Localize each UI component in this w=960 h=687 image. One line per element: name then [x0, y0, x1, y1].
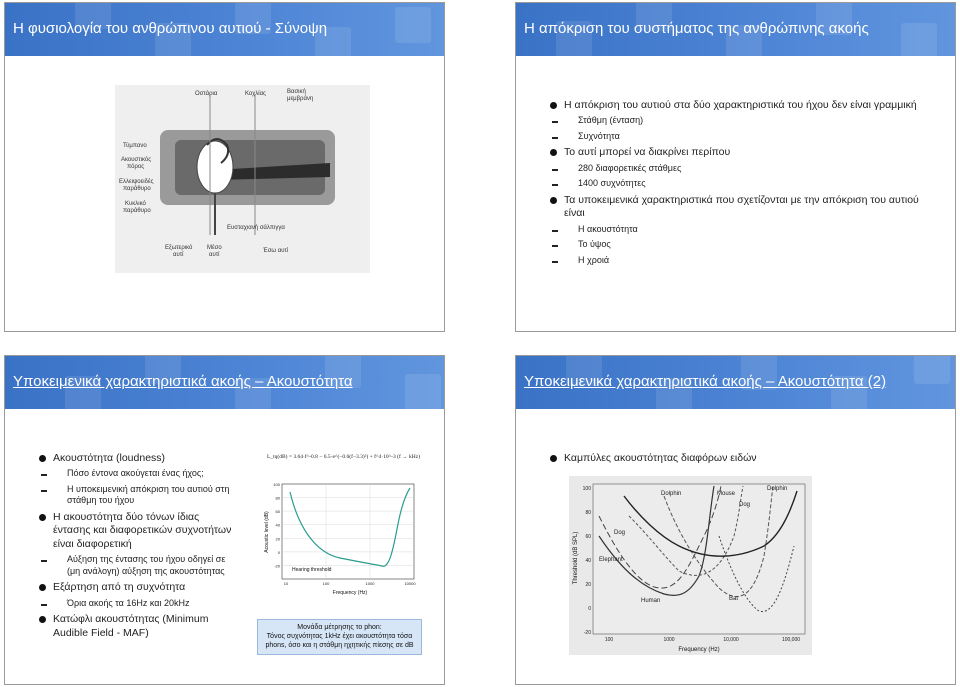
bullet-list — [37, 452, 233, 643]
series-label: Human — [641, 598, 661, 604]
slide-title: Υποκειμενικά χαρακτηριστικά ακοής – Ακουστότητα — [13, 373, 353, 390]
label-canal-1: Ακουστικός — [121, 157, 152, 163]
bullet-item: Η απόκριση του αυτιού στα δύο χαρακτηριστικά του ήχου δεν είναι γραμμική — [548, 99, 938, 112]
slide-hearing-response — [515, 2, 956, 332]
curve-label: Hearing threshold — [292, 567, 332, 573]
x-tick: 100,000 — [781, 637, 801, 643]
caption-line: phons, όσο και η στάθμη ηχητικής πίεσης σε dB — [265, 642, 414, 650]
bullet-item: Το αυτί μπορεί να διακρίνει περίπου — [548, 146, 938, 159]
series-label: Dolphin — [661, 491, 682, 497]
label-middle-2: αυτί — [209, 252, 220, 258]
y-tick: 80 — [275, 495, 280, 501]
hearing-threshold-chart — [260, 474, 420, 604]
slide-title: Υποκειμενικά χαρακτηριστικά ακοής – Ακουστότητα (2) — [524, 373, 887, 390]
slide-header — [5, 3, 444, 56]
label-eardrum: Τύμπανο — [123, 143, 147, 149]
label-oval-1: Ελλειψοειδές — [119, 179, 154, 185]
bullet-item: Κατώφλι ακουστότητας (Minimum Audible Field - MAF) — [37, 613, 233, 640]
series-label: Mouse — [717, 491, 736, 497]
slide-title: Η φυσιολογία του ανθρώπινου αυτιού - Σύνοψη — [13, 20, 328, 37]
x-tick: 10 — [283, 581, 289, 586]
series-label: Bat — [729, 596, 739, 602]
x-axis-label: Frequency (Hz) — [332, 590, 368, 596]
y-tick: 0 — [588, 606, 591, 612]
y-tick: -20 — [274, 563, 280, 569]
label-eustachian: Ευσταχιανή σάλπιγγα — [227, 225, 285, 231]
sub-bullet-item: Πόσο έντονα ακούγεται ένας ήχος; — [37, 468, 233, 480]
slide-loudness-2 — [515, 355, 956, 685]
caption-line: Τόνος συχνότητας 1kHz έχει ακουστότητα τόσα — [266, 633, 413, 641]
sub-bullet-item: 1400 συχνότητες — [548, 178, 938, 190]
y-tick: 40 — [275, 522, 280, 528]
sub-bullet-item: Συχνότητα — [548, 131, 938, 143]
x-tick: 10000 — [404, 581, 416, 586]
sub-bullet-item: Στάθμη (ένταση) — [548, 115, 938, 127]
slide-header — [516, 3, 955, 56]
x-tick: 1000 — [365, 581, 375, 586]
sub-bullet-item: Όρια ακοής τα 16Hz και 20kHz — [37, 598, 233, 610]
series-label: Elephant — [599, 557, 623, 563]
y-tick: 20 — [585, 582, 591, 588]
threshold-formula: L_tq(dB) = 3.64·f^-0.8 − 6.5·e^(−0.6(f−3.3)²) + f^4·10^-3 (f → kHz) — [267, 454, 421, 460]
bullet-item: Εξάρτηση από τη συχνότητα — [37, 581, 233, 594]
bullet-item: Η ακουστότητα δύο τόνων ίδιας έντασης και διαφορετικών συχνοτήτων είναι διαφορετική — [37, 511, 233, 551]
y-tick: 100 — [273, 482, 280, 487]
y-tick: 0 — [277, 549, 280, 555]
sub-bullet-item: Το ύψος — [548, 239, 938, 251]
sub-bullet-item: Η υποκειμενική απόκριση του αυτιού στη στάθμη του ήχου — [37, 484, 233, 507]
slide-header — [516, 356, 955, 409]
y-tick: 40 — [585, 558, 591, 564]
ear-anatomy-diagram — [115, 85, 370, 273]
x-tick: 100 — [322, 581, 330, 586]
x-tick: 100 — [604, 637, 614, 643]
series-label: Dog — [739, 502, 751, 508]
bullet-item: Τα υποκειμενικά χαρακτηριστικά που σχετίζονται με την απόκριση του αυτιού είναι — [548, 194, 938, 221]
sub-bullet-item: 280 διαφορετικές στάθμες — [548, 163, 938, 175]
x-tick: 10,000 — [723, 637, 739, 643]
sub-bullet-item: Η ακουστότητα — [548, 224, 938, 236]
x-tick: 1000 — [663, 637, 675, 643]
bullet-list — [548, 452, 938, 468]
y-axis-label: Threshold (dB SPL) — [573, 531, 579, 585]
animal-threshold-chart — [569, 476, 812, 655]
label-cochlea: Κοχλίας — [245, 91, 266, 97]
y-tick: 20 — [275, 536, 280, 542]
label-outer-1: Εξωτερικό — [165, 245, 193, 251]
y-tick: 60 — [585, 534, 591, 540]
bullet-item: Καμπύλες ακουστότητας διαφόρων ειδών — [548, 452, 938, 465]
label-membrane: μεμβράνη — [287, 96, 314, 102]
series-label: Dolphin — [767, 486, 788, 492]
label-middle-1: Μέσο — [207, 245, 222, 251]
label-ossicles: Οστάρια — [195, 91, 218, 97]
caption-line: Μονάδα μέτρησης το phon: — [297, 624, 382, 631]
series-label: Dog — [614, 530, 626, 536]
bullet-list — [548, 99, 938, 270]
label-inner: Έσω αυτί — [263, 248, 289, 254]
sub-bullet-item: Αύξηση της έντασης του ήχου οδηγεί σε (μη ανάλογη) αύξηση της ακουστότητας — [37, 554, 233, 577]
y-tick: 80 — [585, 510, 591, 516]
label-basilar: Βασική — [287, 89, 306, 95]
label-oval-2: παράθυρο — [123, 186, 151, 192]
sub-bullet-item: Η χροιά — [548, 255, 938, 267]
x-axis-label: Frequency (Hz) — [678, 647, 720, 653]
label-canal-2: πόρος — [127, 164, 145, 170]
label-outer-2: αυτί — [173, 252, 184, 258]
label-round-2: παράθυρο — [123, 208, 151, 214]
label-round-1: Κυκλικό — [125, 201, 146, 207]
slide-header — [5, 356, 444, 409]
phon-caption — [257, 619, 422, 655]
slide-title: Η απόκριση του συστήματος της ανθρώπινης ακοής — [524, 20, 869, 37]
slide-ear-physiology — [4, 2, 445, 332]
bullet-item: Ακουστότητα (loudness) — [37, 452, 233, 465]
y-axis-label: Acoustic level (dB) — [264, 511, 270, 553]
y-tick: 60 — [275, 509, 280, 515]
animal-curves — [569, 476, 812, 655]
y-tick: 100 — [582, 486, 591, 492]
slide-loudness — [4, 355, 445, 685]
y-tick: -20 — [583, 630, 591, 636]
